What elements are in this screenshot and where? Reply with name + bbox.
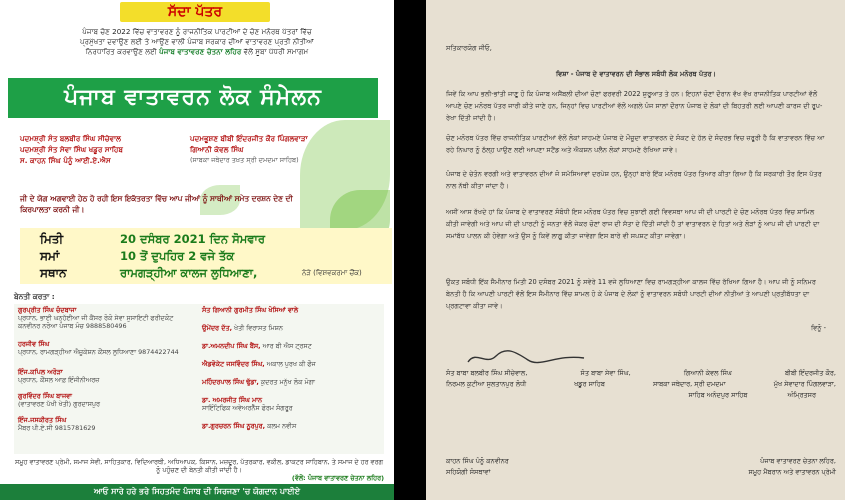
associates: ਸਹਿਯੋਗੀ ਸੰਸਥਾਵਾਂ <box>446 468 491 476</box>
requester <box>18 368 193 384</box>
requester-name: ਉਮੇਂਦਰ ਦੱਤ, <box>202 324 232 332</box>
footer-org: (ਵੱਲੋਂ: ਪੰਜਾਬ ਵਾਤਾਵਰਣ ਚੇਤਨਾ ਲਹਿਰ) <box>291 474 384 482</box>
letter-bottom <box>446 456 836 478</box>
intro-line <box>10 47 384 57</box>
signatory: ਸੰਤ ਬਾਬਾ ਸੇਵਾ ਸਿੰਘ, <box>580 369 631 377</box>
signatory: ਖਡੂਰ ਸਾਹਿਬ <box>574 380 605 388</box>
bottom-row <box>446 456 836 467</box>
requester-desc: ਪ੍ਰਧਾਨ, ਭਾਈ ਘਨ੍ਹੱਈਆ ਜੀ ਕੈਂਸਰ ਰੋਕੋ ਸੇਵਾ ਸੁਸਾਇਟੀ ਫਰੀਦਕੋਟ ਕਨਵੀਨਰ ਨਰੋਆ ਪੰਜਾਬ ਮੰਚ 9888580496 <box>18 314 174 330</box>
signatory: ਨਿਰਮਲ ਕੁਟੀਆ ਸੁਲਤਾਨਪੁਰ ਲੋਧੀ <box>446 380 527 388</box>
letter-paragraph: ਪੰਜਾਬ ਦੇ ਚੇਤੰਨ ਵਰਗੀ ਅਤੇ ਵਾਤਾਵਰਨ ਦੀਆਂ ਜੋ ਸਮੱਸਿਆਵਾਂ ਦਰਪੇਸ਼ ਹਨ, ਉਨ੍ਹਾਂ ਬਾਰੇ ਇੱਕ ਮਨੋਰਥ ਪੱਤਰ ਤਿਆਰ ਕੀਤਾ ਗਿਆ ਹੈ ਕਿ ਸਰਕਾਰੀ ਤੌਰ ਇਸ ਪੱਤਰ ਨਾਲ ਨੱਥੀ ਕੀਤਾ ਜਾਂਦਾ ਹੈ। <box>446 170 822 190</box>
invite-line: ਕਿਰਪਾਲਤਾ ਕਰਨੀ ਜੀ। <box>20 205 85 214</box>
intro-line: ਪ੍ਰਮੁੱਖਤਾ ਦਵਾਉਣ ਲਈ ਤੇ ਆਉਣ ਵਾਲੀ ਪੰਜਾਬ ਸਰਕਾਰ ਦੀਆਂ ਵਾਤਾਵਰਣ ਪ੍ਰਤੀ ਨੀਤੀਆਂ <box>79 37 314 46</box>
dignitary-row <box>20 133 380 144</box>
letter-subject: ਵਿਸ਼ਾ - ਪੰਜਾਬ ਦੇ ਵਾਤਾਵਰਨ ਦੀ ਸੰਭਾਲ ਸਬੰਧੀ ਲੋਕ ਮਨੋਰਥ ਪੱਤਰ। <box>555 70 717 78</box>
place-note: ਨੇੜੇ (ਵਿਸ਼ਵਕਰਮਾ ਚੌਂਕ) <box>302 269 362 277</box>
event-banner: ਪੰਜਾਬ ਵਾਤਾਵਰਨ ਲੋਕ ਸੰਮੇਲਨ <box>8 78 378 118</box>
dignitary-row <box>20 155 380 166</box>
signatory: ਬੀਬੀ ਇੰਦਰਜੀਤ ਕੌਰ, <box>784 369 836 377</box>
place-label: ਸਥਾਨ <box>40 266 67 280</box>
invite-text <box>20 193 370 215</box>
requester-name: ਐਡਵੋਕੇਟ ਜਸਵਿੰਦਰ ਸਿੰਘ, <box>202 360 265 368</box>
requester-desc: ਪ੍ਰਧਾਨ, ਰਾਮਗੜ੍ਹੀਆ ਐਜੂਕੇਸ਼ਨ ਕੌਂਸਲ ਲੁਧਿਆਣਾ 9874422744 <box>18 348 179 356</box>
requester <box>202 422 377 430</box>
letter-paragraph: ਅਸੀਂ ਆਸ ਰੱਖਦੇ ਹਾਂ ਕਿ ਪੰਜਾਬ ਦੇ ਵਾਤਾਵਰਣ ਸੰਬੰਧੀ ਇਸ ਮਨੋਰਥ ਪੱਤਰ ਵਿਚ ਸੁਝਾਈ ਗਈ ਵਿਵਸਥਾ ਆਪ ਜੀ ਦੀ ਪਾਰਟੀ ਦੇ ਚੋਣ ਮਨੋਰਥ ਪੱਤਰ ਵਿਚ ਸ਼ਾਮਿਲ ਕੀਤੀ ਜਾਵੇਗੀ ਅਤੇ ਆਪ ਜੀ ਦੀ ਪਾਰਟੀ ਨੂੰ ਜਨਤਾ ਵੱਲੋਂ ਜੇਕਰ ਚੋਣਾਂ ਰਾਜ ਦੀ ਸੱਤਾ ਦੇ ਦਿੱਤੀ ਜਾਂਦੀ ਹੈ ਤਾਂ ਵਾਤਾਵਰਨ ਦੇ ਹਿਤਾਂ ਅਤੇ ਲੋੜਾਂ ਨੂੰ ਆਪ ਜੀ ਦੀ ਪਾਰਟੀ ਦਾ ਸਮਾਂਬੱਧ ਪਾਲਨ ਕੀ ਹੋਵੇਗਾ ਅਤੇ ਉਸ ਨੂੰ ਕਿਵੇਂ ਲਾਗੂ ਕੀਤਾ ਜਾਵੇਗਾ ਇਸ ਬਾਰੇ ਵੀ ਸਪਸ਼ਟ ਕੀਤਾ ਜਾਵੇਗਾ। <box>446 208 820 240</box>
dignitary-name: ਸ. ਕਾਹਨ ਸਿੰਘ ਪੰਨੂੰ ਆਈ.ਏ.ਐਸ <box>20 156 111 165</box>
org-name: ਪੰਜਾਬ ਵਾਤਾਵਰਣ ਚੇਤਨਾ ਲਹਿਰ, <box>760 457 836 465</box>
requesters-list <box>14 304 384 454</box>
invite-line: ਜੀ ਦੇ ਯੋਗ ਅਗਵਾਈ ਹੇਠ ਹੋ ਰਹੀ ਇਸ ਇਕੱਤਰਤਾ ਵਿੱਚ ਆਪ ਜੀਆਂ ਨੂੰ ਸਾਥੀਆਂ ਸਮੇਤ ਦਰਸ਼ਨ ਦੇਣ ਦੀ <box>20 194 293 203</box>
requester-name: ਗੁਰਵਿੰਦਰ ਸਿੰਘ ਬਾਜਵਾ <box>18 392 72 400</box>
members: ਸਮੂਹ ਮੈਂਬਰਾਨ ਅਤੇ ਵਾਤਾਵਰਨ ਪ੍ਰੇਮੀ <box>748 468 836 476</box>
convener: ਕਾਹਨ ਸਿੰਘ ਪੰਨੂੰ ਕਨਵੀਨਰ <box>446 457 509 465</box>
requester <box>202 396 377 412</box>
requester <box>202 360 377 368</box>
dignitary-row <box>20 144 380 155</box>
requester <box>202 342 377 350</box>
signatory: ਮੁੱਖ ਸੇਵਾਦਾਰ ਪਿੰਗਲਵਾੜਾ, <box>773 380 836 388</box>
signatory-row <box>446 368 836 379</box>
requester-name: ਡਾ.ਗੁਰਚਰਨ ਸਿੰਘ ਨੂਰਪੁਰ, <box>202 422 266 430</box>
invitation-poster <box>0 0 394 500</box>
letter-paragraph: ਜਿਵੇਂ ਕਿ ਆਪ ਭਲੀ-ਭਾਂਤੀ ਜਾਣੂ ਹੋ ਕਿ ਪੰਜਾਬ ਅਸੈਂਬਲੀ ਦੀਆਂ ਚੋਣਾਂ ਫਰਵਰੀ 2022 ਸ਼ੁਰੂਆਤ ਤੇ ਹਨ। ਇਹਨਾਂ ਚੋਣਾਂ ਦੌਰਾਨ ਵੱਖ ਵੱਖ ਰਾਜਨੀਤਿਕ ਪਾਰਟੀਆਂ ਵੱਲੋਂ ਆਪਣੇ ਚੋਣ ਮਨੋਰਥ ਪੱਤਰ ਜਾਰੀ ਕੀਤੇ ਜਾਣੇ ਹਨ, ਜਿਨ੍ਹਾਂ ਵਿਚ ਪਾਰਟੀਆਂ ਵੱਲੋਂ ਅਗਲੇ ਪੰਜ ਸਾਲਾਂ ਦੌਰਾਨ ਪੰਜਾਬ ਦੇ ਲੋਕਾਂ ਦੀ ਬਿਹਤਰੀ ਲਈ ਆਪਣੀ ਕਾਰਜ ਦੀ ਰੂਪ-ਰੇਖਾ ਦਿੱਤੀ ਜਾਂਦੀ ਹੈ। <box>446 90 823 122</box>
requester-name: ਹਰਜੀਵ ਸਿੰਘ <box>18 340 50 348</box>
intro-text <box>10 27 384 57</box>
dignitary-subtitle: (ਸਾਬਕਾ ਜਥੇਦਾਰ ਤਖ਼ਤ ਸ੍ਰੀ ਦਮਦਮਾ ਸਾਹਿਬ) <box>190 156 299 164</box>
signatory: ਗਿਆਨੀ ਕੇਵਲ ਸਿੰਘ <box>683 369 732 377</box>
requester-desc: ਅਕਾਲ ਪੁਰਖ ਕੀ ਫੌਜ <box>266 360 316 368</box>
dignitary-name: ਪਦਮਸ਼੍ਰੀ ਸੰਤ ਬਲਬੀਰ ਸਿੰਘ ਸੀਚੇਵਾਲ <box>20 134 122 143</box>
bottom-row <box>446 467 836 478</box>
dignitaries-list <box>20 133 380 166</box>
requester <box>202 306 377 314</box>
poster-bottom-bar: ਆਓ ਸਾਰੇ ਹਰੇ ਭਰੇ ਸਿਹਤਮੰਦ ਪੰਜਾਬ ਦੀ ਸਿਰਜਣਾ 'ਚ ਯੋਗਦਾਨ ਪਾਈਏ <box>0 484 394 500</box>
divider <box>394 0 426 500</box>
dignitary-name: ਪਦਮਭੂਸ਼ਣ ਬੀਬੀ ਇੰਦਰਜੀਤ ਕੌਰ ਪਿੰਗਲਵਾੜਾ <box>190 134 308 143</box>
requester <box>202 324 377 332</box>
signatory-row <box>446 379 836 390</box>
requester-name: ਡਾ.ਅਮਨਦੀਪ ਸਿੰਘ ਬੈਂਸ, <box>202 342 261 350</box>
requester-name: ਮਹਿੰਦਰਪਾਲ ਸਿੰਘ ਢੁੱਡਾ, <box>202 378 259 386</box>
signatory: ਸੰਤ ਬਾਬਾ ਬਲਬੀਰ ਸਿੰਘ ਸੀਚੇਵਾਲ, <box>446 369 528 377</box>
date-value: 20 ਦਸੰਬਰ 2021 ਦਿਨ ਸੋਮਵਾਰ <box>120 232 265 246</box>
poster-footer <box>14 458 384 482</box>
requester-name: ਗੁਰਪ੍ਰੀਤ ਸਿੰਘ ਚੰਦਬਾਜਾ <box>18 306 77 314</box>
requester-desc: (ਵਾਤਾਵਰਣ ਪੱਖੀ ਖੇਤੀ) ਗੁਰਦਾਸਪੁਰ <box>18 400 100 408</box>
footer-text: ਸਮੂਹ ਵਾਤਾਵਰਣ ਪ੍ਰੇਮੀ, ਸਮਾਜ ਸੇਵੀ, ਸਾਹਿਤਕਾਰ, ਵਿਦਿਆਰਥੀ, ਅਧਿਆਪਕ, ਕਿਸਾਨ, ਮਜ਼ਦੂਰ, ਪੱਤਰਕਾਰ, ਵਕੀਲ, ਡਾਕਟਰ ਸਾਹਿਬਾਨ, ਤੇ ਸਮਾਜ ਦੇ ਹਰ ਵਰਗ ਨੂੰ ਪਹੁੰਚਣ ਦੀ ਬੇਨਤੀ ਕੀਤੀ ਜਾਂਦੀ ਹੈ। <box>15 458 383 474</box>
date-label: ਮਿਤੀ <box>40 232 64 246</box>
signatory-row <box>446 390 836 401</box>
requester <box>18 340 193 356</box>
requester-desc: ਖੇਤੀ ਵਿਰਾਸਤ ਮਿਸ਼ਨ <box>234 324 283 332</box>
time-label: ਸਮਾਂ <box>40 249 60 263</box>
event-details <box>20 228 392 284</box>
requester-desc: ਸਾਇੰਟਿਫਿਕ ਅਵੇਅਰਨੈੱਸ ਫੋਰਮ ਸੰਗਰੂਰ <box>202 404 293 412</box>
dignitary-name: ਪਦਮਸ਼੍ਰੀ ਸੰਤ ਸੇਵਾ ਸਿੰਘ ਖਡੂਰ ਸਾਹਿਬ <box>20 145 123 154</box>
invite-title: ਸੱਦਾ ਪੱਤਰ <box>120 2 270 22</box>
signatory: ਸਾਬਕਾ ਜਥੇਦਾਰ, ਸ੍ਰੀ ਦਮਦਮਾ <box>652 380 726 388</box>
requesters-title: ਬੇਨਤੀ ਕਰਤਾ : <box>14 292 55 301</box>
letter-paragraph: ਚੋਣ ਮਨੋਰਥ ਪੱਤਰ ਵਿੱਚ ਰਾਜਨੀਤਿਕ ਪਾਰਟੀਆਂ ਵੱਲੋਂ ਲੋਕਾਂ ਸਾਹਮਣੇ ਪੰਜਾਬ ਦੇ ਮੌਜੂਦਾ ਵਾਤਾਵਰਨ ਦੇ ਸੰਕਟ ਦੇ ਹੱਲ ਦੇ ਸੰਦਰਭ ਵਿਚ ਜ਼ਰੂਰੀ ਹੈ ਕਿ ਵਾਤਾਵਰਨ ਵਿੱਚ ਆ ਰਹੇ ਨਿਘਾਰ ਨੂੰ ਠੱਲ੍ਹ ਪਾਉਣ ਲਈ ਆਪਣਾ ਸਟੈਂਡ ਅਤੇ ਐਕਸ਼ਨ ਪਲੈਨ ਲੋਕਾਂ ਸਾਹਮਣੇ ਰੱਖਿਆ ਜਾਵੇ। <box>446 134 825 154</box>
letter-closing: ਵਿਨੂੰ - <box>810 324 826 332</box>
signature-mark <box>466 348 586 368</box>
letter-page <box>426 0 845 500</box>
requester-desc: ਮੈਂਬਰ ਪੀ.ਏ.ਸੀ 9815781629 <box>18 424 96 432</box>
letter-paragraph: ਉਕਤ ਸਬੰਧੀ ਇੱਕ ਸੈਮੀਨਾਰ ਮਿਤੀ 20 ਦਸੰਬਰ 2021 ਨੂੰ ਸਵੇਰੇ 11 ਵਜੇ ਲੁਧਿਆਣਾ ਵਿਚ ਰਾਮਗੜ੍ਹੀਆ ਕਾਲਜ ਵਿੱਚ ਰੱਖਿਆ ਗਿਆ ਹੈ। ਆਪ ਜੀ ਨੂੰ ਸਨਿਮਰ ਬੇਨਤੀ ਹੈ ਕਿ ਆਪਣੀ ਪਾਰਟੀ ਵੱਲੋਂ ਇਸ ਸੈਮੀਨਾਰ ਵਿੱਚ ਸ਼ਾਮਲ ਹੋ ਕੇ ਪੰਜਾਬ ਦੇ ਲੋਕਾਂ ਨੂੰ ਵਾਤਾਵਰਨ ਸਬੰਧੀ ਪਾਰਟੀ ਦੀਆਂ ਨੀਤੀਆਂ ਤੇ ਆਪਣੀ ਪ੍ਰਤੀਬੱਧਤਾ ਦਾ ਪ੍ਰਗਟਾਵਾ ਕੀਤਾ ਜਾਵੇ। <box>446 278 816 310</box>
org-name: ਪੰਜਾਬ ਵਾਤਾਵਰਣ ਚੇਤਨਾ ਲਹਿਰ <box>159 47 242 56</box>
requester-name: ਇੰਜ.ਜਸਕੀਰਤ ਸਿੰਘ <box>18 416 67 424</box>
requester <box>202 378 377 386</box>
dignitary-name: ਗਿਆਨੀ ਕੇਵਲ ਸਿੰਘ <box>190 145 244 154</box>
requester-desc: ਕੁਦਰਤ ਮਨੁੱਖ ਲੋਕ ਮੋਗਾ <box>260 378 315 386</box>
requester <box>18 392 193 408</box>
requester <box>18 416 193 432</box>
requester-desc: ਕਲਮ ਨਵੀਸ <box>267 422 297 430</box>
signatories <box>446 368 836 401</box>
requester-name: ਡਾ. ਅਮਰਜੀਤ ਸਿੰਘ ਮਾਨ <box>202 396 263 404</box>
signatory: ਅੰਮ੍ਰਿਤਸਰ <box>787 391 816 399</box>
intro-fragment: ਨਿਰਧਾਰਿਤ ਕਰਵਾਉਣ ਲਈ <box>85 47 157 56</box>
requester-name: ਇੰਜ.ਕਪਿਲ ਅਰੋੜਾ <box>18 368 63 376</box>
requester <box>18 306 193 330</box>
requester-desc: ਆਰ ਬੀ ਐਸ ਟ੍ਰਸਟ <box>262 342 312 350</box>
signatory: ਸਾਹਿਬ ਅਨੰਦਪੁਰ ਸਾਹਿਬ <box>688 391 748 399</box>
intro-fragment: ਵੱਲੋਂ ਸੂਬਾ ਪੱਧਰੀ ਸਮਾਗਮ <box>243 47 309 56</box>
requester-name: ਸੰਤ ਗਿਆਨੀ ਗੁਰਮੀਤ ਸਿੰਘ ਖੋਸਿਆਂ ਵਾਲੇ <box>202 306 299 314</box>
intro-line: ਪੰਜਾਬ ਚੋਣ 2022 ਵਿੱਚ ਵਾਤਾਵਰਣ ਨੂੰ ਰਾਜਨੀਤਿਕ ਪਾਰਟੀਆਂ ਦੇ ਚੋਣ ਮਨੋਰਥ ਪੱਤਰਾਂ ਵਿੱਚ <box>82 27 312 36</box>
place-value: ਰਾਮਗੜ੍ਹੀਆ ਕਾਲਜ ਲੁਧਿਆਣਾ, <box>120 266 258 280</box>
requester-desc: ਪ੍ਰਧਾਨ, ਕੌਂਸਲ ਆਫ਼ ਇੰਜੀਨੀਅਰਜ਼ <box>18 376 100 384</box>
salutation: ਸਤਿਕਾਰਯੋਗ ਜੀਓ, <box>446 44 492 52</box>
time-value: 10 ਤੋਂ ਦੁਪਹਿਰ 2 ਵਜੇ ਤੱਕ <box>120 249 235 263</box>
